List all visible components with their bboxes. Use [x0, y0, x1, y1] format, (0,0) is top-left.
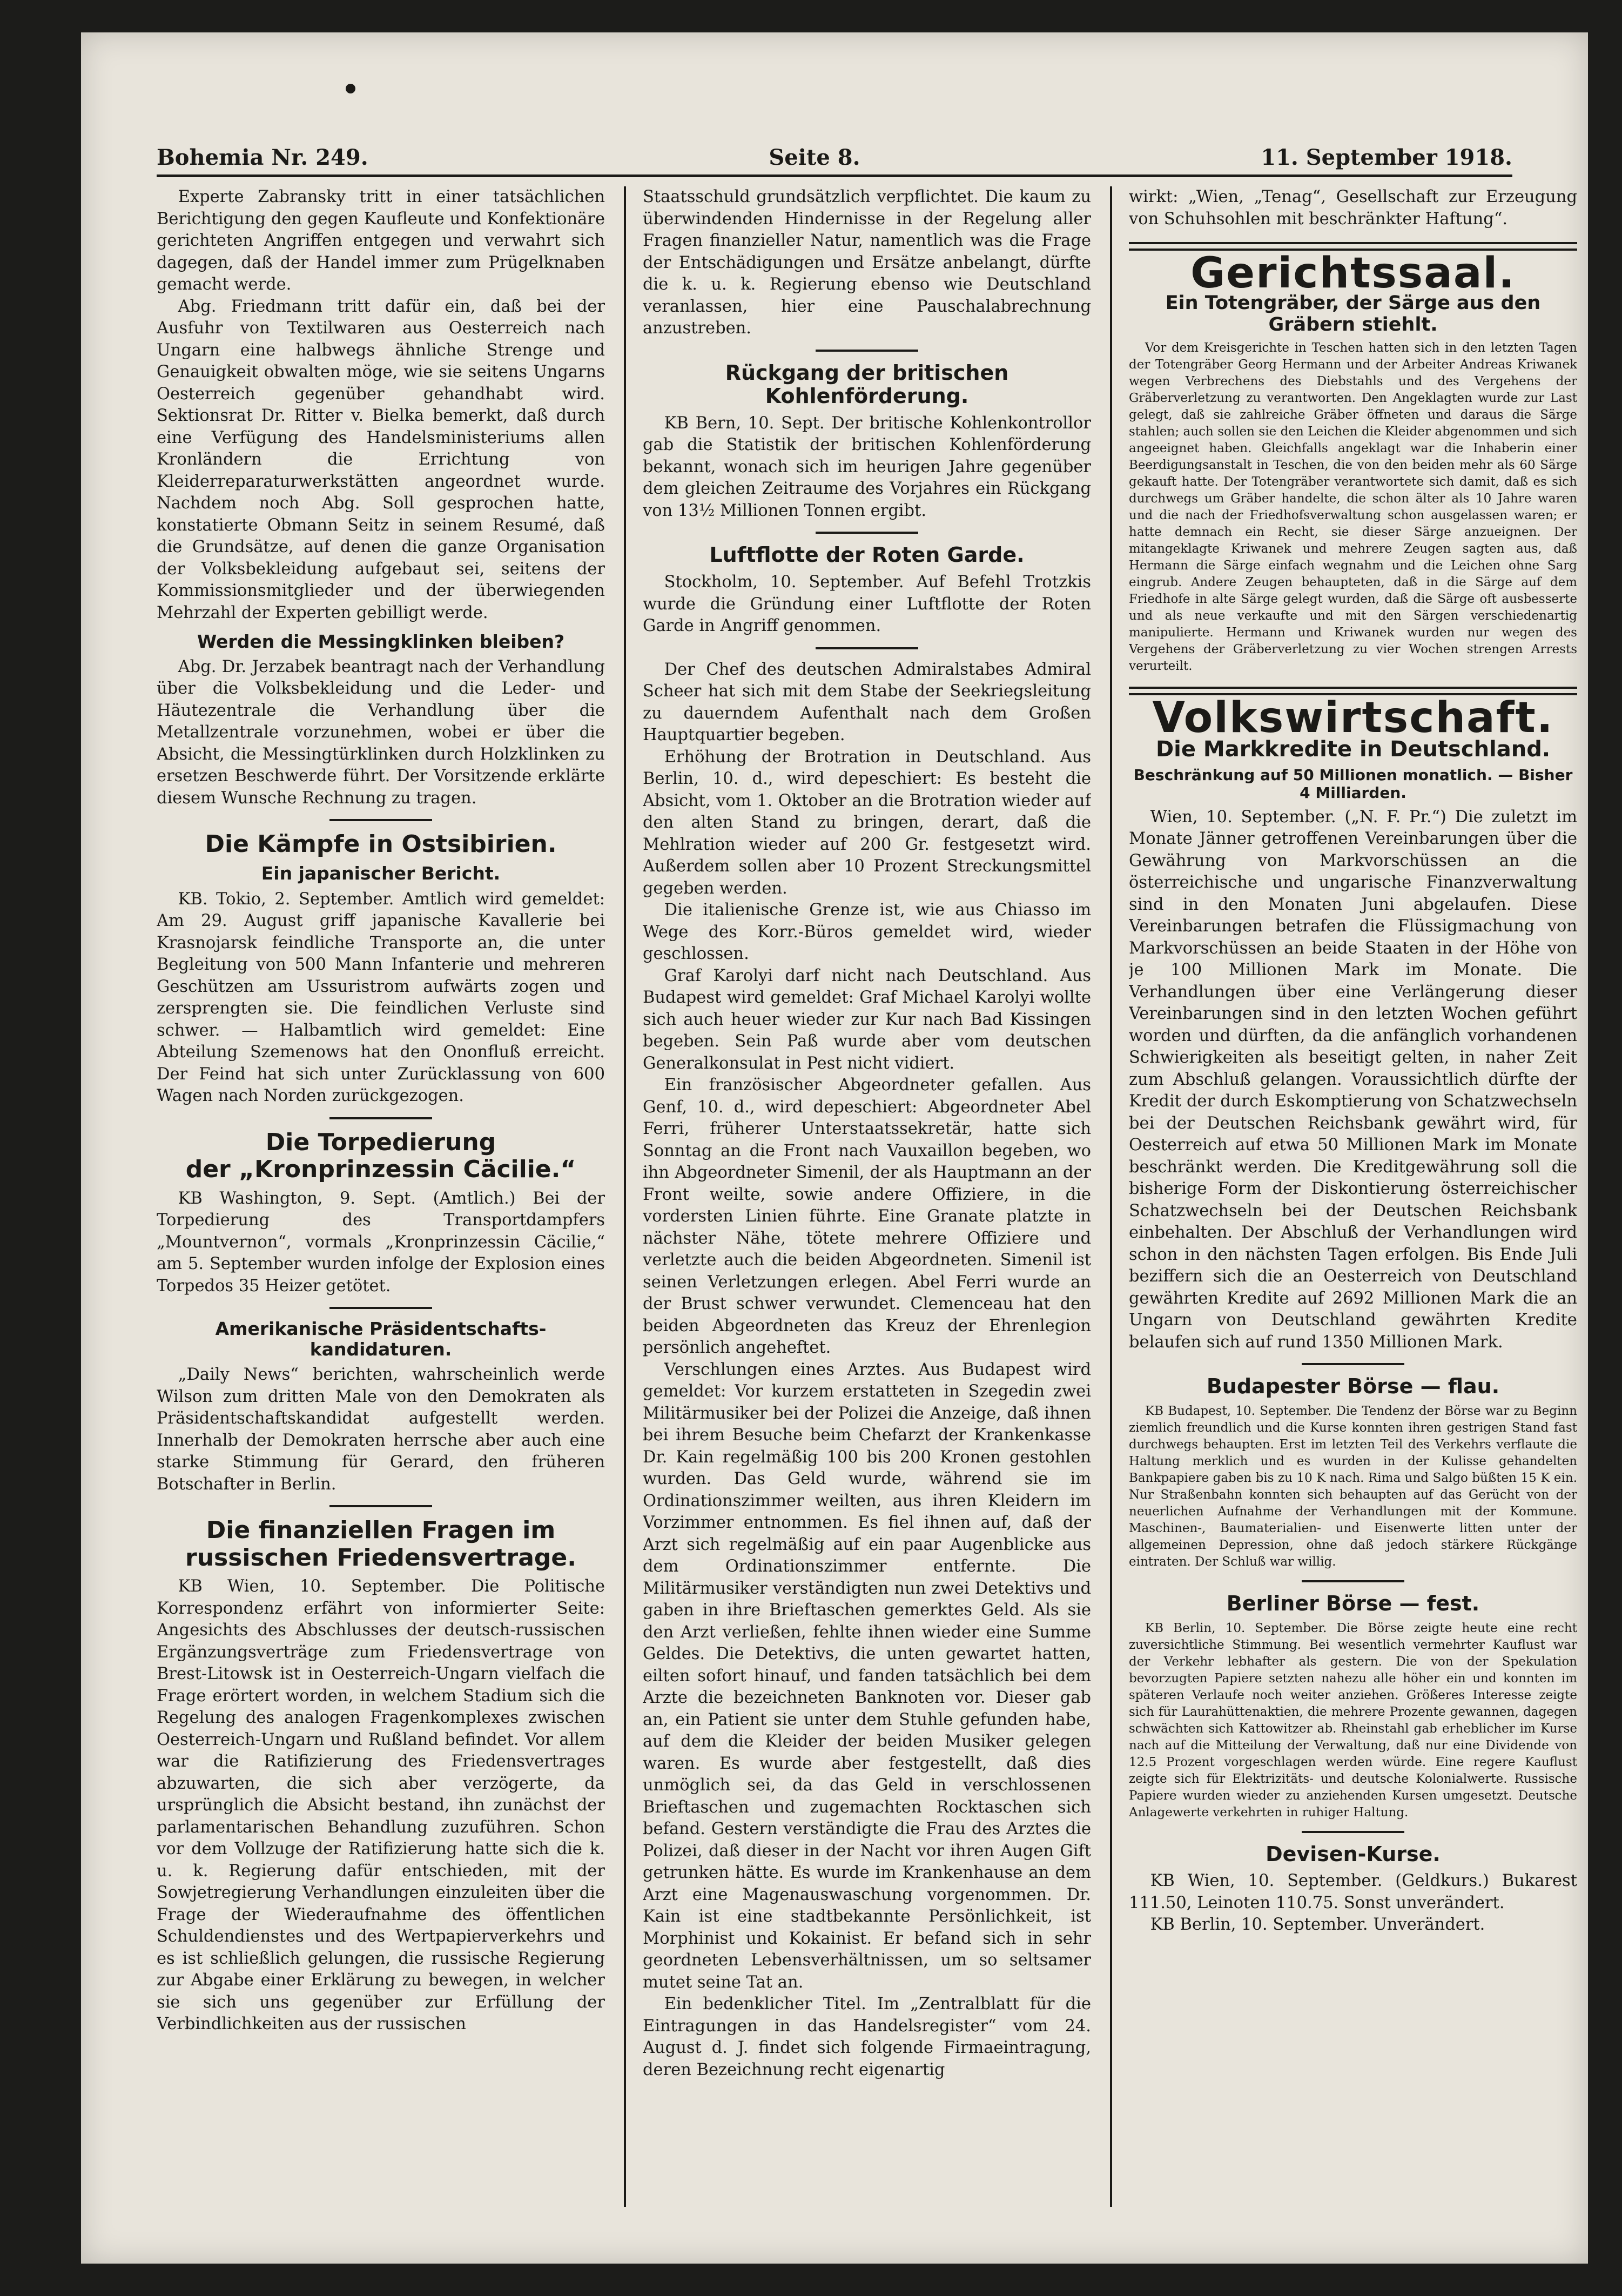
article-headline: Die Torpedierung	[265, 1128, 496, 1156]
article-paragraph: Der Chef des deutschen Admiralstabes Admiral Scheer hat sich mit dem Stabe der Seekriegsleitung zu dauerndem Aufenthalt nach dem Großen Hauptquartier begeben.	[643, 660, 1091, 745]
newspaper-page	[81, 32, 1588, 2264]
separator	[816, 350, 918, 352]
article-paragraph: KB Bern, 10. Sept. Der britische Kohlenkontrollor gab die Statistik der britischen Kohlenförderung bekannt, wonach sich im heurigen Jahre gegenüber dem gleichen Zeitraume des Vorjahres ein Rückgang von 13½ Millionen Tonnen ergibt.	[643, 413, 1091, 520]
article-headline: Budapester Börse — flau.	[1206, 1374, 1500, 1399]
article-headline: Berliner Börse — fest.	[1226, 1591, 1480, 1615]
article-paragraph: Experte Zabransky tritt in einer tatsächlichen Berichtigung den gegen Kaufleute und Konfektionäre gerichteten Angriffen entgegen und verwahrt sich dagegen, daß der Handel immer zum Prügelknaben gemacht werde.	[157, 187, 605, 294]
article-paragraph: Stockholm, 10. September. Auf Befehl Trotzkis wurde die Gründung einer Luftflotte der Roten Garde in Angriff genommen.	[643, 573, 1091, 636]
column-3	[1129, 186, 1577, 2207]
article-paragraph: Ein bedenklicher Titel. Im „Zentralblatt für die Eintragungen in das Handelsregister“ vom 24. August d. J. findet sich folgende Firmaeintragung, deren Bezeichnung recht eigenartig	[643, 1995, 1091, 2079]
header-page-number: Seite 8.	[769, 145, 860, 170]
article-paragraph: KB Wien, 10. September. (Geldkurs.) Bukarest 111.50, Leinoten 110.75. Sonst unverändert.	[1129, 1871, 1577, 1912]
article-headline: Luftflotte der Roten Garde.	[709, 543, 1025, 567]
column-rule	[624, 186, 626, 2207]
article-paragraph: KB Budapest, 10. September. Die Tendenz der Börse war zu Beginn ziemlich freundlich und die Kurse konnten ihren gestrigen Stand fast durchwegs behaupten. Erst im letzten Teil des Verkehrs verflaute die Haltung merklich und es wurden in der Kulisse gehandelten Bankpapiere gaben bis zu 10 K nach. Rima und Salgo büßten 15 K ein. Nur Straßenbahn konnten sich behaupten auf das Gerücht von der neuerlichen Aufnahme der Verhandlungen mit der Kommune. Maschinen-, Baumaterialien- und Eisenwerte litten unter der allgemeinen Depression, ohne daß jedoch stärkere Rückgänge eintraten. Der Schluß war willig.	[1129, 1404, 1577, 1569]
separator	[329, 1505, 432, 1507]
article-paragraph: „Daily News“ berichten, wahrscheinlich werde Wilson zum dritten Male von den Demokraten als Präsidentschaftskandidat aufgestellt werden. Innerhalb der Demokraten herrsche aber auch eine starke Stimmung für Gerard, den früheren Botschafter in Berlin.	[157, 1365, 605, 1494]
column-1	[157, 186, 605, 2207]
column-2	[643, 186, 1091, 2207]
article-paragraph: KB Washington, 9. Sept. (Amtlich.) Bei der Torpedierung des Transportdampfers „Mountvernon“, vormals „Kronprinzessin Cäcilie,“ am 5. September wurden infolge der Explosion eines Torpedos 35 Heizer getötet.	[157, 1189, 605, 1295]
article-paragraph: Graf Karolyi darf nicht nach Deutschland. Aus Budapest wird gemeldet: Graf Michael Karolyi wollte sich auch heuer wieder zur Kur nach Bad Kissingen begeben. Sein Paß wurde aber vom deutschen Generalkonsulat in Pest nicht vidiert.	[643, 966, 1091, 1073]
article-subheadline: Beschränkung auf 50 Millionen monatlich. — Bisher 4 Milliarden.	[1133, 766, 1573, 802]
article-paragraph: Ein französischer Abgeordneter gefallen. Aus Genf, 10. d., wird depeschiert: Abgeordneter Abel Ferri, früherer Unterstaatssekretär, hatte sich Sonntag an die Front nach Vauxaillon begeben, wo ihn Abgeordneter Simenil, der als Hauptmann an der Front weilte, sowie andere Offiziere, in die vordersten Linien führte. Eine Granate platzte in nächster Nähe, tötete mehrere Offiziere und verletzte auch die beiden Abgeordneten. Simenil ist seinen Verletzungen erlegen. Abel Ferri wurde an der Brust schwer verwundet. Clemenceau hat den beiden Abgeordneten das Kreuz der Ehrenlegion persönlich angeheftet.	[643, 1076, 1091, 1358]
section-title: Volkswirtschaft.	[1152, 694, 1554, 742]
separator	[329, 1307, 432, 1309]
separator	[1302, 1580, 1404, 1582]
separator	[329, 819, 432, 821]
article-paragraph: wirkt: „Wien, „Tenag“, Gesellschaft zur Erzeugung von Schuhsohlen mit beschränkter Haftung“.	[1129, 187, 1577, 229]
separator	[329, 1117, 432, 1119]
article-headline: Die finanziellen Fragen im russischen Friedensvertrage.	[185, 1516, 576, 1572]
article-headline: Ein Totengräber, der Särge aus den Gräbern stiehlt.	[1165, 292, 1541, 335]
article-headline: Die Markkredite in Deutschland.	[1155, 736, 1551, 762]
article-subheadline: Ein japanischer Bericht.	[261, 863, 501, 884]
article-paragraph: Die italienische Grenze ist, wie aus Chiasso im Wege des Korr.-Büros gemeldet wird, wieder geschlossen.	[643, 901, 1091, 964]
article-paragraph: KB Berlin, 10. September. Die Börse zeigte heute eine recht zuversichtliche Stimmung. Bei wesentlich vermehrter Kauflust war der Verkehr lebhafter als gestern. Die von der Spekulation bevorzugten Papiere setzten nahezu alle höher ein und konnten im späteren Verlaufe noch weiter anziehen. Größeres Interesse zeigte sich für Laurahüttenaktien, die mehrere Prozente gewannen, dagegen schwächten sich Kattowitzer ab. Rheinstahl gab erheblicher im Kurse nach auf die Mitteilung der Verwaltung, daß nur eine Dividende von 12.5 Prozent vorgeschlagen werden würde. Eine regere Kauflust zeigte sich für Elektrizitäts- und deutsche Kolonialwerte. Russische Papiere wurden wieder zu anziehenden Kursen umgesetzt. Deutsche Anlagewerte verkehrten in ruhiger Haltung.	[1129, 1621, 1577, 1820]
article-headline: Devisen-Kurse.	[1266, 1842, 1441, 1866]
header-date: 11. September 1918.	[1261, 145, 1512, 170]
ink-spot	[346, 84, 355, 93]
article-headline: der „Kronprinzessin Cäcilie.“	[185, 1156, 576, 1184]
separator	[1302, 1363, 1404, 1365]
article-paragraph: Wien, 10. September. („N. F. Pr.“) Die zuletzt im Monate Jänner getroffenen Vereinbarungen über die Gewährung von Markvorschüssen an die österreichische und ungarische Finanzverwaltung sind in den Monaten Juni abgelaufen. Diese Vereinbarungen betrafen die Flüssigmachung von Markvorschüssen an beide Staaten in der Höhe von je 100 Millionen Mark im Monate. Die Verhandlungen über eine Verlängerung dieser Vereinbarungen sind in den letzten Wochen geführt worden und dürften, da die anfänglich vorhandenen Schwierigkeiten als beseitigt gelten, in naher Zeit zum Abschluß gelangen. Voraussichtlich dürfte der Kredit der durch Eskomptierung von Schatzwechseln bei der Deutschen Reichsbank gewährt wird, für Oesterreich auf etwa 50 Millionen Mark im Monate beschränkt werden. Die Kreditgewährung soll die bisherige Form der Diskontierung österreichischer Schatzwechseln bei der Deutschen Reichsbank einbehalten. Der Abschluß der Verhandlungen wird schon in den nächsten Tagen erfolgen. Bis Ende Juli beziffern sich die an Oesterreich von Deutschland gewährten Kredite auf 2692 Millionen Mark die an Ungarn von Deutschland gewährten Kredite belaufen sich auf rund 1350 Millionen Mark.	[1129, 807, 1577, 1352]
article-paragraph: Verschlungen eines Arztes. Aus Budapest wird gemeldet: Vor kurzem erstatteten in Szegedin zwei Militärmusiker bei der Polizei die Anzeige, daß ihnen bei ihrem Besuche beim Chefarzt der Krankenkasse Dr. Kain regelmäßig 100 bis 200 Kronen gestohlen wurden. Das Geld wurde, während sie im Ordinationszimmer weilten, aus ihren Kleidern im Vorzimmer entnommen. Es fiel ihnen auf, daß der Arzt sich regelmäßig auf ein paar Augenblicke aus dem Ordinationszimmer entfernte. Die Militärmusiker verständigten nun zwei Detektivs und gaben in ihre Brieftaschen gemerktes Geld. Als sie den Arzt verließen, fehlte ihnen wieder eine Summe Geldes. Die Detektivs, die unten gewartet hatten, eilten sofort hinauf, und fanden tatsächlich bei dem Arzte die bezeichneten Banknoten vor. Dieser gab an, ein Patient sie unter dem Stuhle gefunden habe, auf dem die Kleider der beiden Musiker gelegen waren. Es wurde aber festgestellt, daß dies unmöglich sei, da das Geld in verschlossenen Brieftaschen und zugemachten Rocktaschen sich befand. Gestern verständigte die Frau des Arztes die Polizei, daß dieser in der Nacht vor ihren Augen Gift getrunken hätte. Es wurde im Krankenhause an dem Arzt eine Magenauswaschung vorgenommen. Dr. Kain ist eine stadtbekannte Persönlichkeit, ist Morphinist und Kokainist. Er befand sich in sehr geordneten Lebensverhältnissen, um so seltsamer mutet seine Tat an.	[643, 1360, 1091, 1992]
article-paragraph: Abg. Friedmann tritt dafür ein, daß bei der Ausfuhr von Textilwaren aus Oesterreich nach Ungarn eine halbwegs ähnliche Strenge und Genauigkeit obwalten möge, wie sie seitens Ungarns Oesterreich gegenüber gehandhabt wird. Sektionsrat Dr. Ritter v. Bielka bemerkt, daß durch eine Verfügung des Handelsministeriums allen Kronländern die Errichtung von Kleiderreparaturwerkstätten angeordnet wurde. Nachdem noch Abg. Soll gesprochen hatte, konstatierte Obmann Seitz in seinem Resumé, daß die Grundsätze, auf denen die ganze Organisation der Volksbekleidung aufgebaut sei, seitens der Kommissionsmitglieder und der überwiegenden Mehrzahl der Experten gebilligt werde.	[157, 297, 605, 622]
page-header	[157, 132, 1512, 177]
article-paragraph: KB Berlin, 10. September. Unverändert.	[1150, 1915, 1485, 1935]
article-paragraph: Staatsschuld grundsätzlich verpflichtet. Die kaum zu überwindenden Hindernisse in der Regelung aller Fragen finanzieller Natur, namentlich was die Frage der Entschädigungen und Ersätze anbelangt, dürfte die k. u. k. Regierung ebenso wie Deutschland veranlassen, hier eine Pauschalabrechnung anzustreben.	[643, 187, 1091, 338]
article-headline: Die Kämpfe in Ostsibirien.	[205, 830, 557, 858]
article-headline: Rückgang der britischen Kohlenförderung.	[725, 360, 1009, 408]
separator	[1302, 1831, 1404, 1833]
separator	[816, 532, 918, 534]
article-paragraph: Vor dem Kreisgerichte in Teschen hatten sich in den letzten Tagen der Totengräber Georg Hermann und der Arbeiter Andreas Kriwanek wegen Verbrechens des Diebstahls und des Vergehens der Gräberverletzung zu verantworten. Den Angeklagten wurde zur Last gelegt, daß sie zahlreiche Gräber öffneten und daraus die Särge stahlen; auch sollen sie den Leichen die Kleider abgenommen und sich angeeignet haben. Gleichfalls angeklagt war die Inhaberin einer Beerdigungsanstalt in Teschen, die von den beiden mehr als 60 Särge gekauft hatte. Der Totengräber verantwortete sich damit, daß es sich durchwegs um Gräber handelte, die schon älter als 10 Jahre waren und die nach der Friedhofsverwaltung schon ausgelassen waren; er hatte demnach ein Recht, sie dieser Särge anzueignen. Der mitangeklagte Kriwanek und mehrere Zeugen sagten aus, daß Hermann die Särge einfach wegnahm und die Leichen ohne Sarg eingrub. Andere Zeugen behaupteten, daß in die Särge auf dem Friedhofe in alte Särge gelegt wurden, daß die Särge oft ausbesserte und als neue verkaufte und mit den Särgen verschiedenartig manipulierte. Hermann und Kriwanek wurden nur wegen des Vergehens der Gräberverletzung zu vier Wochen strengen Arrests verurteilt.	[1129, 341, 1577, 673]
article-paragraph: Abg. Dr. Jerzabek beantragt nach der Verhandlung über die Volksbekleidung und die Leder- und Häutezentrale die Verhandlung über die Metallzentrale vorzunehmen, wobei er über die Absicht, die Messingtürklinken durch Holzklinken zu ersetzen Beschwerde führt. Der Vorsitzende erklärte diesem Wunsche Rechnung zu tragen.	[157, 657, 605, 808]
section-title: Gerichtssaal.	[1190, 249, 1516, 298]
article-paragraph: KB Wien, 10. September. Die Politische Korrespondenz erfährt von informierter Seite: Angesichts des Abschlusses der deutsch-russischen Ergänzungsverträge zum Friedensvertrage von Brest-Litowsk ist in Oesterreich-Ungarn vielfach die Frage erörtert worden, in welchem Stadium sich die Regelung des analogen Fragenkomplexes zwischen Oesterreich-Ungarn und Rußland befindet. Vor allem war die Ratifizierung des Friedensvertrages abzuwarten, die sich aber verzögerte, da ursprünglich die Absicht bestand, ihn zunächst der parlamentarischen Behandlung zuzuführen. Schon vor dem Vollzuge der Ratifizierung hatte sich die k. u. k. Regierung dafür entschieden, mit der Sowjetregierung Verhandlungen einzuleiten über die Frage der Wiederaufnahme des öffentlichen Schuldendienstes und des Wertpapierverkehrs und es ist schließlich gelungen, die russische Regierung zur Abgabe einer Erklärung zu bewegen, in welcher sie sich uns gegenüber zur Erfüllung der Verbindlichkeiten aus der russischen	[157, 1577, 605, 2034]
separator	[816, 647, 918, 649]
article-paragraph: KB. Tokio, 2. September. Amtlich wird gemeldet: Am 29. August griff japanische Kavallerie bei Krasnojarsk feindliche Transporte an, die unter Begleitung von 500 Mann Infanterie und mehreren Geschützen am Ussuristrom aufwärts zogen und zersprengten sie. Die feindlichen Verluste sind schwer. — Halbamtlich wird gemeldet: Eine Abteilung Szemenows hat den Ononfluß erreicht. Der Feind hat sich unter Zurücklassung von 600 Wagen nach Norden zurückgezogen.	[157, 889, 605, 1106]
column-rule	[1110, 186, 1112, 2207]
article-paragraph: Erhöhung der Brotration in Deutschland. Aus Berlin, 10. d., wird depeschiert: Es besteht die Absicht, vom 1. Oktober an die Brotration wieder auf den alten Stand zu bringen, derart, daß die Mehlration wieder auf 200 Gr. festgesetzt wird. Außerdem sollen aber 10 Prozent Streckungsmittel gegeben werden.	[643, 747, 1091, 898]
article-headline: Amerikanische Präsidentschafts-kandidaturen.	[215, 1318, 547, 1360]
header-issue: Bohemia Nr. 249.	[157, 145, 368, 170]
article-headline: Werden die Messingklinken bleiben?	[197, 631, 565, 652]
